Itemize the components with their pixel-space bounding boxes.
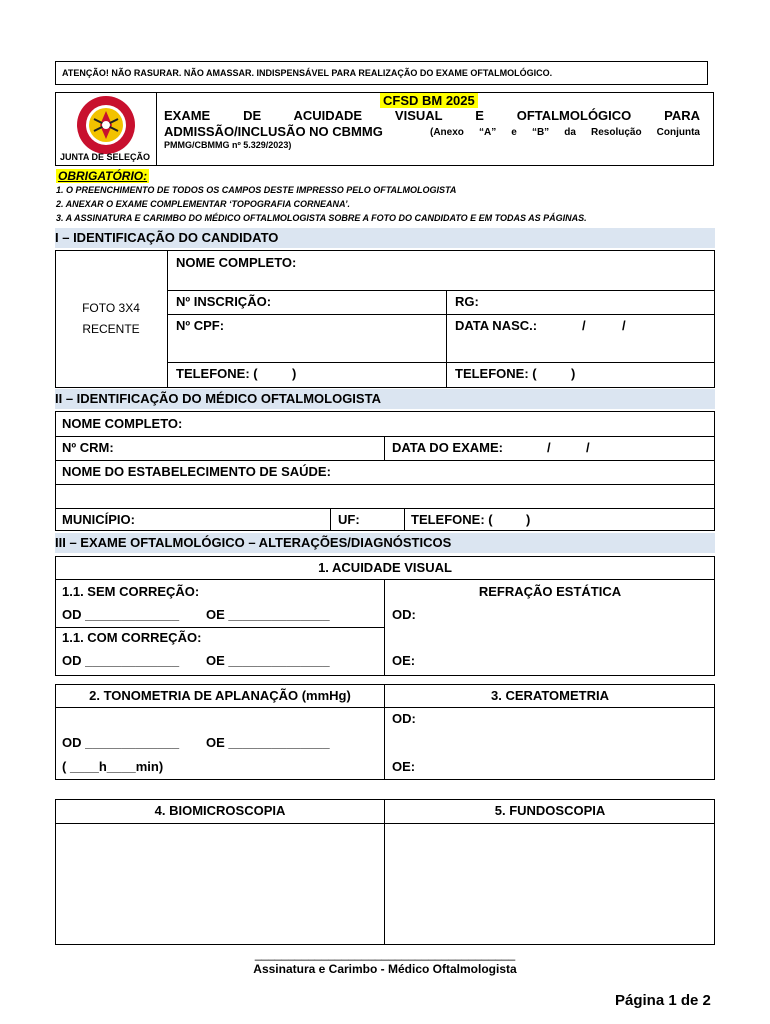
exam-date-field[interactable]: DATA DO EXAME: (392, 440, 503, 455)
line (167, 290, 715, 291)
birth-date-field[interactable]: DATA NASC.: (455, 318, 538, 333)
keratometry-od-field[interactable]: OD: (392, 711, 416, 726)
line (55, 508, 715, 509)
mandatory-title: OBRIGATÓRIO: (58, 169, 148, 183)
photo-label: FOTO 3X4 (82, 301, 140, 315)
with-correction-label: 1.1. COM CORREÇÃO: (62, 630, 202, 645)
col-divider (330, 508, 331, 531)
slash: / (622, 318, 626, 333)
biomicroscopy-title: 4. BIOMICROSCOPIA (154, 803, 286, 818)
line (167, 314, 715, 315)
line (55, 460, 715, 461)
fundoscopy-title: 5. FUNDOSCOPIA (494, 803, 606, 818)
refraction-od-field[interactable]: OD: (392, 607, 416, 622)
od-with-correction-field[interactable]: OD _____________ (62, 653, 180, 668)
cbmmg-logo (72, 95, 140, 155)
tonometry-title: 2. TONOMETRIA DE APLANAÇÃO (mmHg) (89, 688, 351, 703)
mandatory-item-3: 3. A ASSINATURA E CARIMBO DO MÉDICO OFTALMOLOGISTA SOBRE A FOTO DO CANDIDATO E EM TODAS AS PÁGINAS. (56, 213, 587, 223)
line (55, 579, 715, 580)
line (55, 707, 715, 708)
crm-field[interactable]: Nº CRM: (62, 440, 114, 455)
slash: / (586, 440, 590, 455)
photo-divider (167, 250, 168, 388)
candidate-phone-field-1[interactable]: TELEFONE: ( (176, 366, 258, 381)
line (55, 436, 715, 437)
annex-reference-line2: PMMG/CBMMG nº 5.329/2023) (164, 140, 292, 150)
line (55, 484, 715, 485)
cfsd-tag: CFSD BM 2025 (380, 93, 478, 108)
slash: / (547, 440, 551, 455)
refraction-title: REFRAÇÃO ESTÁTICA (478, 584, 622, 599)
oe-no-correction-field[interactable]: OE ______________ (206, 607, 330, 622)
rg-field[interactable]: RG: (455, 294, 479, 309)
section-3-title: III – EXAME OFTALMOLÓGICO – ALTERAÇÕES/DIAGNÓSTICOS (55, 535, 452, 550)
fundoscopy-field[interactable] (385, 824, 714, 944)
warning-text: ATENÇÃO! NÃO RASURAR. NÃO AMASSAR. INDISPENSÁVEL PARA REALIZAÇÃO DO EXAME OFTALMOLÓGICO. (62, 68, 553, 78)
photo-label-2: RECENTE (82, 322, 140, 336)
oe-with-correction-field[interactable]: OE ______________ (206, 653, 330, 668)
keratometry-title: 3. CERATOMETRIA (491, 688, 609, 703)
tonometry-oe-field[interactable]: OE ______________ (206, 735, 330, 750)
signature-line: _______________________________________ (254, 947, 516, 961)
paren-close: ) (292, 366, 297, 381)
col-divider (384, 436, 385, 460)
tonometry-time-field[interactable]: ( ____h____min) (62, 759, 164, 774)
keratometry-oe-field[interactable]: OE: (392, 759, 416, 774)
refraction-oe-field[interactable]: OE: (392, 653, 416, 668)
header-divider (156, 92, 157, 166)
biomicroscopy-field[interactable] (56, 824, 384, 944)
annex-reference: (Anexo “A” e “B” da Resolução Conjunta (430, 127, 700, 138)
paren-close: ) (526, 512, 531, 527)
candidate-table (55, 250, 715, 388)
candidate-phone-field-2[interactable]: TELEFONE: ( (455, 366, 537, 381)
col-divider (446, 290, 447, 388)
doctor-phone-field[interactable]: TELEFONE: ( (411, 512, 493, 527)
signature-label: Assinatura e Carimbo - Médico Oftalmologista (253, 962, 517, 976)
section-1-bar (55, 228, 715, 248)
exam-title-line2: ADMISSÃO/INCLUSÃO NO CBMMG (164, 124, 383, 139)
mandatory-item-2: 2. ANEXAR O EXAME COMPLEMENTAR ‘TOPOGRAFIA CORNEANA’. (56, 199, 351, 209)
warning-box (55, 61, 708, 85)
logo-caption: JUNTA DE SELEÇÃO (60, 152, 151, 162)
line (55, 627, 385, 628)
tonometry-od-field[interactable]: OD _____________ (62, 735, 180, 750)
uf-field[interactable]: UF: (338, 512, 360, 527)
col-divider (404, 508, 405, 531)
section-2-title: II – IDENTIFICAÇÃO DO MÉDICO OFTALMOLOGISTA (55, 391, 381, 406)
section-3-bar (55, 533, 715, 553)
mandatory-item-1: 1. O PREENCHIMENTO DE TODOS OS CAMPOS DESTE IMPRESSO PELO OFTALMOLOGISTA (56, 185, 457, 195)
line (167, 362, 715, 363)
candidate-name-field[interactable]: NOME COMPLETO: (176, 255, 297, 270)
section-1-title: I – IDENTIFICAÇÃO DO CANDIDATO (55, 230, 279, 245)
paren-close: ) (571, 366, 576, 381)
establishment-field[interactable]: NOME DO ESTABELECIMENTO DE SAÚDE: (62, 464, 331, 479)
slash: / (582, 318, 586, 333)
city-field[interactable]: MUNICÍPIO: (62, 512, 135, 527)
od-no-correction-field[interactable]: OD _____________ (62, 607, 180, 622)
acuity-title: 1. ACUIDADE VISUAL (318, 560, 452, 575)
doctor-name-field[interactable]: NOME COMPLETO: (62, 416, 183, 431)
page-number: Página 1 de 2 (615, 992, 711, 1009)
no-correction-label: 1.1. SEM CORREÇÃO: (62, 584, 200, 599)
cpf-field[interactable]: Nº CPF: (176, 318, 225, 333)
section-2-bar (55, 389, 715, 409)
inscricao-field[interactable]: Nº INSCRIÇÃO: (176, 294, 272, 309)
exam-title-line1: EXAME DE ACUIDADE VISUAL E OFTALMOLÓGICO PARA (164, 108, 700, 123)
